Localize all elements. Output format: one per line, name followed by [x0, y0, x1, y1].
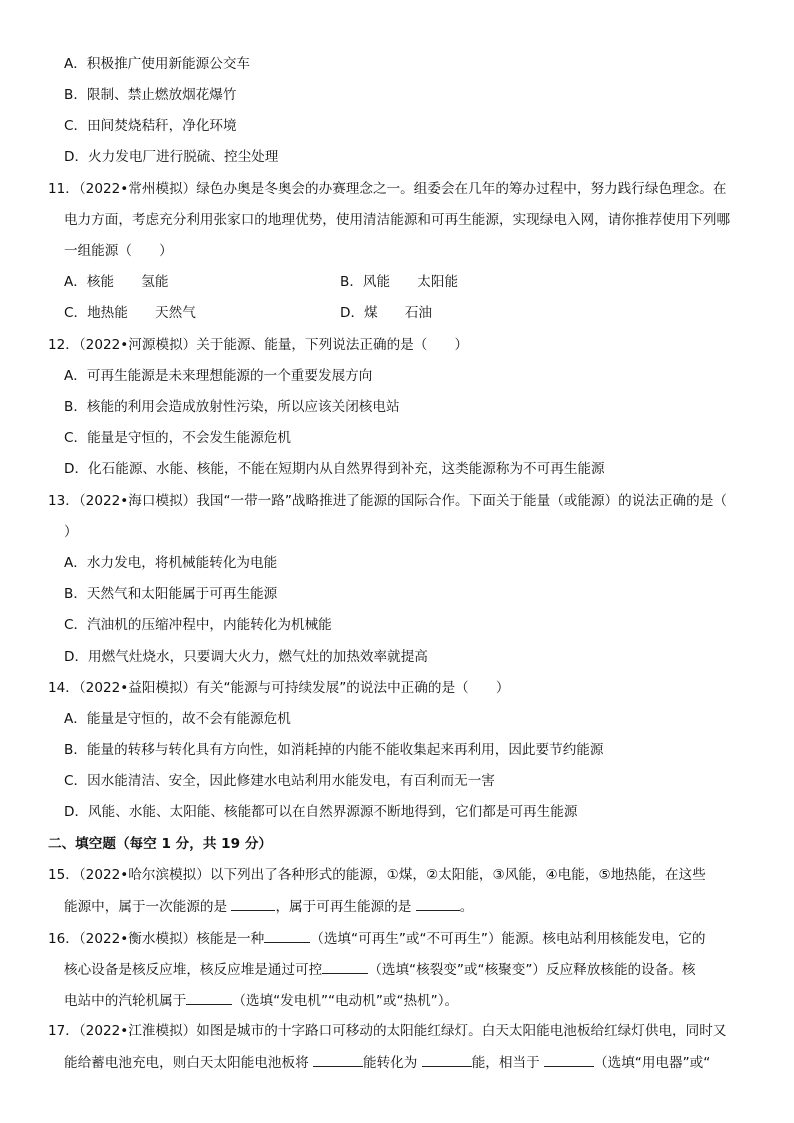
q14-option-a: A．能量是守恒的，故不会有能源危机	[64, 711, 291, 727]
q16-stem-line1	[48, 928, 705, 949]
q10-option-c: C．田间焚烧秸秆，净化环境	[64, 118, 237, 134]
q11-stem-line1: 11．（2022•常州模拟）绿色办奥是冬奥会的办赛理念之一。组委会在几年的筹办过程中，努力践行绿色理念。在	[48, 181, 727, 197]
q14-stem: 14．（2022•益阳模拟）有关“能源与可持续发展”的说法中正确的是（ ）	[48, 680, 510, 696]
q15-blank-2[interactable]	[416, 896, 460, 911]
q13-option-b: B．天然气和太阳能属于可再生能源	[64, 586, 278, 602]
q15-blank-1[interactable]	[231, 896, 275, 911]
q16-blank-3[interactable]	[186, 990, 232, 1005]
q10-option-b: B．限制、禁止燃放烟花爆竹	[64, 87, 237, 103]
q12-option-d: D．化石能源、水能、核能，不能在短期内从自然界得到补充，这类能源称为不可再生能源	[64, 461, 605, 477]
q12-option-b: B．核能的利用会造成放射性污染，所以应该关闭核电站	[64, 399, 400, 415]
q11-stem-line2: 电力方面，考虑充分利用张家口的地理优势，使用清洁能源和可再生能源，实现绿电入网，请你推荐使用下列哪	[64, 212, 731, 228]
q14-option-d: D．风能、水能、太阳能、核能都可以在自然界源源不断地得到，它们都是可再生能源	[64, 804, 578, 820]
q13-option-d: D．用燃气灶烧水，只要调大火力，燃气灶的加热效率就提高	[64, 649, 428, 665]
q11-stem-line3: 一组能源（ ）	[64, 243, 173, 259]
q11-option-b: B．风能 太阳能	[340, 274, 459, 290]
q17-text-d: （选填“用电器”或“	[594, 1055, 711, 1071]
q13-stem-line2: ）	[64, 524, 78, 540]
q13-stem-line1: 13．（2022•海口模拟）我国“一带一路”战略推进了能源的国际合作。下面关于能量（或能源）的说法正确的是（	[48, 493, 727, 509]
q16-text-d: （选填“核裂变”或“核聚变”）反应释放核能的设备。核	[368, 962, 696, 978]
q16-stem-line3	[64, 990, 458, 1011]
q17-blank-2[interactable]	[422, 1052, 472, 1067]
q15-text-b: ，属于可再生能源的是	[275, 899, 416, 915]
q16-text-c: 核心设备是核反应堆，核反应堆是通过可控	[64, 962, 323, 978]
q17-blank-1[interactable]	[313, 1052, 363, 1067]
section-title: 二、填空题（每空 1 分，共 19 分）	[48, 836, 273, 852]
q17-text-c: 能，相当于	[471, 1055, 545, 1071]
q10-option-d: D．火力发电厂进行脱硫、控尘处理	[64, 149, 279, 165]
q16-blank-1[interactable]	[264, 928, 310, 943]
q11-option-d: D．煤 石油	[340, 305, 433, 321]
q13-option-a: A．水力发电，将机械能转化为电能	[64, 555, 278, 571]
q12-option-a: A．可再生能源是未来理想能源的一个重要发展方向	[64, 368, 373, 384]
q15-stem-line1: 15．（2022•哈尔滨模拟）以下列出了各种形式的能源，①煤，②太阳能，③风能，④电能，⑤地热能，在这些	[48, 867, 706, 883]
q14-option-b: B．能量的转移与转化具有方向性，如消耗掉的内能不能收集起来再利用，因此要节约能源	[64, 742, 604, 758]
q16-text-b: （选填“可再生”或“不可再生”）能源。核电站利用核能发电，它的	[310, 931, 706, 947]
q12-option-c: C．能量是守恒的，不会发生能源危机	[64, 430, 291, 446]
q15-text-a: 能源中，属于一次能源的是	[64, 899, 232, 915]
q17-text-a: 能给蓄电池充电，则白天太阳能电池板将	[64, 1055, 314, 1071]
q14-option-c: C．因水能清洁、安全，因此修建水电站利用水能发电，有百利而无一害	[64, 773, 495, 789]
q16-stem-line2	[64, 959, 696, 980]
q16-text-f: （选填“发电机”“电动机”或“热机”）。	[232, 993, 459, 1009]
q16-text-e: 电站中的汽轮机属于	[64, 993, 187, 1009]
q17-stem-line2	[64, 1052, 710, 1073]
q15-stem-line2	[64, 896, 473, 917]
q16-blank-2[interactable]	[322, 959, 368, 974]
q11-option-a: A．核能 氢能	[64, 274, 169, 290]
q10-option-a: A．积极推广使用新能源公交车	[64, 56, 251, 72]
q17-text-b: 能转化为	[363, 1055, 422, 1071]
q17-stem-line1: 17．（2022•江淮模拟）如图是城市的十字路口可移动的太阳能红绿灯。白天太阳能电池板给红绿灯供电，同时又	[48, 1023, 727, 1039]
q16-text-a: 16．（2022•衡水模拟）核能是一种	[48, 931, 265, 947]
q13-option-c: C．汽油机的压缩冲程中，内能转化为机械能	[64, 617, 332, 633]
q15-text-c: 。	[459, 899, 474, 915]
q17-blank-3[interactable]	[544, 1052, 594, 1067]
q11-option-c: C．地热能 天然气	[64, 305, 196, 321]
q12-stem: 12．（2022•河源模拟）关于能源、能量，下列说法正确的是（ ）	[48, 337, 469, 353]
